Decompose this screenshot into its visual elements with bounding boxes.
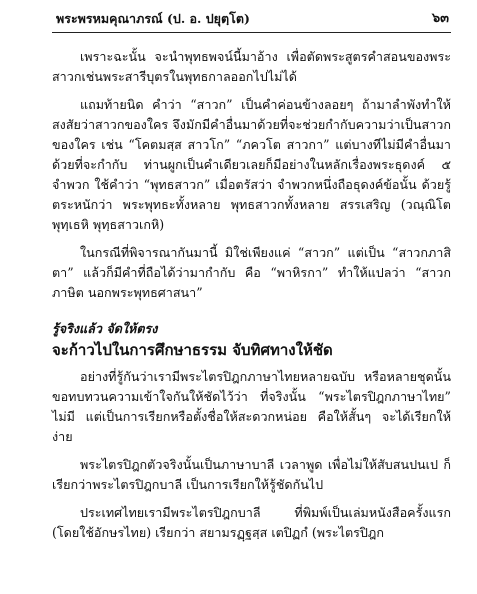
running-header <box>52 10 451 33</box>
page-number: ๖๓ <box>431 11 449 26</box>
paragraph: แถมท้ายนิด คำว่า “สาวก” เป็นคำค่อนข้างลอยๆ ถ้ามาลำพังทำให้สงสัยว่าสาวกของใคร จึงมักมีคำอื่นมาด้วยที่จะช่วยกำกับความว่าเป็นสาวกของใคร เช่น “โคตมสฺส สาวโก” “ภควโต สาวกา” แต่บางทีไม่มีคำอื่นมาด้วยที่จะกำกับ ท่านผูกเป็นคำเดียวเลยก็มีอย่างในหลักเรื่องพระธุดงค์ ๕ จำพวก ใช้คำว่า “พุทธสาวก” เมื่อตรัสว่า จำพวกหนึ่งถือธุดงค์ข้อนั้น ด้วยรู้ตระหนักว่า พระพุทธะทั้งหลาย พุทธสาวกทั้งหลาย สรรเสริญ (วณฺณิโต พุทฺเธหิ พุทฺธสาวเกหิ) <box>52 97 451 232</box>
paragraph: ในกรณีที่พิจารณากันมานี้ มิใช่เพียงแค่ “สาวก” แต่เป็น “สาวกภาสิตา” แล้วก็มีคำที่ถือได้ว่ามากำกับ คือ “พาหิรกา” ทำให้แปลว่า “สาวกภาษิต นอกพระพุทธศาสนา” <box>52 245 451 300</box>
paragraph: เพราะฉะนั้น จะนำพุทธพจน์นี้มาอ้าง เพื่อตัดพระสูตรคำสอนของพระสาวกเช่นพระสารีบุตรในพุทธกาลออกไปไม่ได้ <box>52 49 451 84</box>
body-text <box>52 47 451 543</box>
section-title: จะก้าวไปในการศึกษาธรรม จับทิศทางให้ชัด <box>52 341 333 359</box>
paragraph: ประเทศไทยเรามีพระไตรปิฎกบาลี ที่พิมพ์เป็นเล่มหนังสือครั้งแรก (โดยใช้อักษรไทย) เรียกว่า สยามรฏฺฐสฺส เตปิฏกํ (พระไตรปิฎก <box>52 505 451 540</box>
paragraph: พระไตรปิฎกตัวจริงนั้นเป็นภาษาบาลี เวลาพูด เพื่อไม่ให้สับสนปนเป ก็เรียกว่าพระไตรปิฎกบาลี เป็นการเรียกให้รู้ชัดกันไป <box>52 457 451 492</box>
header-title: พระพรหมคุณาภรณ์ (ป. อ. ปยุตฺโต) <box>56 11 250 26</box>
paragraph: อย่างที่รู้กันว่าเรามีพระไตรปิฎกภาษาไทยหลายฉบับ หรือหลายชุดนั้น ขอทบทวนความเข้าใจกันให้ชัดไว้ว่า ที่จริงนั้น “พระไตรปิฎกภาษาไทย” ไม่มี แต่เป็นการเรียกหรือตั้งชื่อให้สะดวกหน่อย คือให้สั้นๆ จะได้เรียกให้ง่าย <box>52 369 451 444</box>
section-subheading: รู้จริงแล้ว จัดให้ตรง <box>52 321 158 336</box>
